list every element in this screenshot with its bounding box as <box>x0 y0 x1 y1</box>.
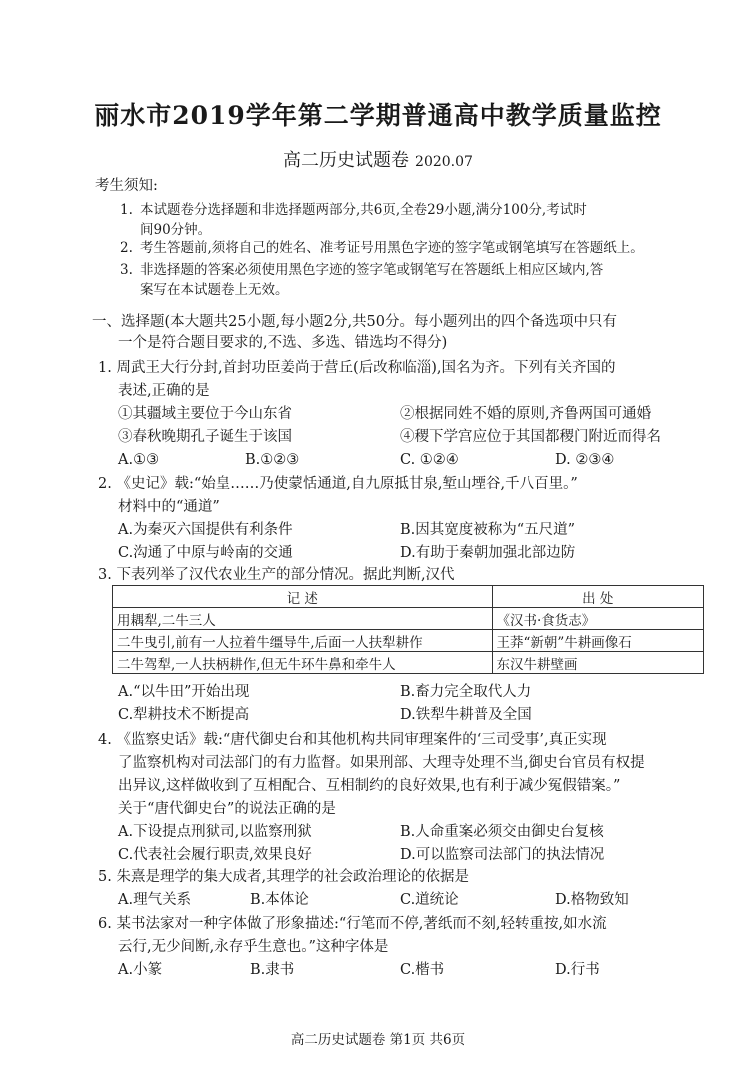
option-d: D.有助于秦朝加强北部边防 <box>400 545 576 561</box>
table-cell: 东汉牛耕壁画 <box>492 652 704 674</box>
note-item-3 <box>120 260 603 280</box>
exam-subtitle <box>0 146 756 172</box>
table-header: 出 处 <box>492 586 704 608</box>
table-cell: 二牛曳引,前有一人拉着牛缰导牛,后面一人扶犁耕作 <box>113 630 493 652</box>
option-a: A.理气关系 <box>118 892 192 908</box>
option-c: C.楷书 <box>400 962 445 978</box>
option-b: B.本体论 <box>250 892 309 908</box>
exam-date: 2020.07 <box>415 154 473 170</box>
note-text: 非选择题的答案必须使用黑色字迹的签字笔或钢笔写在答题纸上相应区域内,答 <box>140 262 604 278</box>
table-cell: 王莽“新朝”牛耕画像石 <box>492 630 704 652</box>
table-cell: 用耦犁,二牛三人 <box>113 608 493 630</box>
section-heading-cont: 一个是符合题目要求的,不选、多选、错选均不得分) <box>118 335 448 351</box>
option-c: C.代表社会履行职责,效果良好 <box>118 847 312 863</box>
statement-4: ④稷下学宫应位于其国都稷门附近而得名 <box>400 429 661 445</box>
note-item-1 <box>120 200 587 220</box>
history-table <box>112 585 704 674</box>
option-a: A.下设提点刑狱司,以监察刑狱 <box>118 824 312 840</box>
table-header-row <box>113 586 704 608</box>
question-4-stem-cont: 了监察机构对司法部门的有力监督。如果刑部、大理寺处理不当,御史台官员有权提 <box>118 755 645 771</box>
subject-label: 高二历史试题卷 <box>283 150 410 171</box>
statement-2: ②根据同姓不婚的原则,齐鲁两国可通婚 <box>400 406 652 422</box>
option-c: C. ①②④ <box>400 452 459 468</box>
statement-1: ①其疆域主要位于今山东省 <box>118 406 292 422</box>
question-4-stem-cont: 关于“唐代御史台”的说法正确的是 <box>118 801 336 817</box>
option-c: C.犁耕技术不断提高 <box>118 707 250 723</box>
option-b: B.①②③ <box>245 452 300 468</box>
exam-title: 丽水市2019学年第二学期普通高中教学质量监控 <box>94 101 662 130</box>
question-5-stem: 5. 朱熹是理学的集大成者,其理学的社会政治理论的依据是 <box>98 869 470 885</box>
option-d: D.可以监察司法部门的执法情况 <box>400 847 605 863</box>
option-b: B.畜力完全取代人力 <box>400 684 532 700</box>
note-number: 2. <box>120 240 133 256</box>
question-1-stem: 1. 周武王大行分封,首封功臣姜尚于营丘(后改称临淄),国名为齐。下列有关齐国的 <box>98 360 616 376</box>
question-6-stem-cont: 云行,无少间断,永存乎生意也。”这种字体是 <box>118 939 389 955</box>
note-item-2 <box>120 238 644 258</box>
note-number: 1. <box>120 202 133 218</box>
question-4-stem: 4. 《监察史话》载:“唐代御史台和其他机构共同审理案件的‘三司受事’,真正实现 <box>98 732 607 748</box>
option-d: D. ②③④ <box>555 452 615 468</box>
note-text: 本试题卷分选择题和非选择题两部分,共6页,全卷29小题,满分100分,考试时 <box>140 202 587 218</box>
table-cell: 《汉书·食货志》 <box>492 608 704 630</box>
statement-3: ③春秋晚期孔子诞生于该国 <box>118 429 292 445</box>
question-2-stem: 2. 《史记》载:“始皇……乃使蒙恬通道,自九原抵甘泉,堑山堙谷,千八百里。” <box>98 476 578 492</box>
option-c: C.道统论 <box>400 892 459 908</box>
question-1-stem-cont: 表述,正确的是 <box>118 383 210 399</box>
note-text-cont: 间90分钟。 <box>140 222 212 238</box>
option-c: C.沟通了中原与岭南的交通 <box>118 545 293 561</box>
option-a: A.①③ <box>118 452 160 468</box>
table-row <box>113 652 704 674</box>
question-6-stem: 6. 某书法家对一种字体做了形象描述:“行笔而不停,著纸而不刻,轻转重按,如水流 <box>98 916 607 932</box>
table-row <box>113 608 704 630</box>
question-2-stem-cont: 材料中的“通道” <box>118 499 220 515</box>
notes-heading: 考生须知: <box>95 178 158 194</box>
question-4-stem-cont: 出异议,这样做收到了互相配合、互相制约的良好效果,也有利于减少冤假错案。” <box>118 778 621 794</box>
table-header: 记 述 <box>113 586 493 608</box>
option-a: A.小篆 <box>118 962 163 978</box>
table-cell: 二牛驾犁,一人扶柄耕作,但无牛环牛鼻和牵牛人 <box>113 652 493 674</box>
option-d: D.行书 <box>555 962 600 978</box>
option-b: B.因其宽度被称为“五尺道” <box>400 522 576 538</box>
note-text-cont: 案写在本试题卷上无效。 <box>140 282 289 298</box>
option-b: B.人命重案必须交由御史台复核 <box>400 824 604 840</box>
page-footer: 高二历史试题卷 第1页 共6页 <box>290 1032 466 1048</box>
note-text: 考生答题前,须将自己的姓名、准考证号用黑色字迹的签字笔或钢笔填写在答题纸上。 <box>140 240 644 256</box>
table-row <box>113 630 704 652</box>
option-b: B.隶书 <box>250 962 295 978</box>
note-number: 3. <box>120 262 133 278</box>
option-d: D.铁犁牛耕普及全国 <box>400 707 532 723</box>
option-a: A.“以牛田”开始出现 <box>118 684 250 700</box>
option-a: A.为秦灭六国提供有利条件 <box>118 522 293 538</box>
question-3-stem: 3. 下表列举了汉代农业生产的部分情况。据此判断,汉代 <box>98 567 455 583</box>
option-d: D.格物致知 <box>555 892 629 908</box>
section-heading: 一、选择题(本大题共25小题,每小题2分,共50分。每小题列出的四个备选项中只有 <box>92 314 617 330</box>
